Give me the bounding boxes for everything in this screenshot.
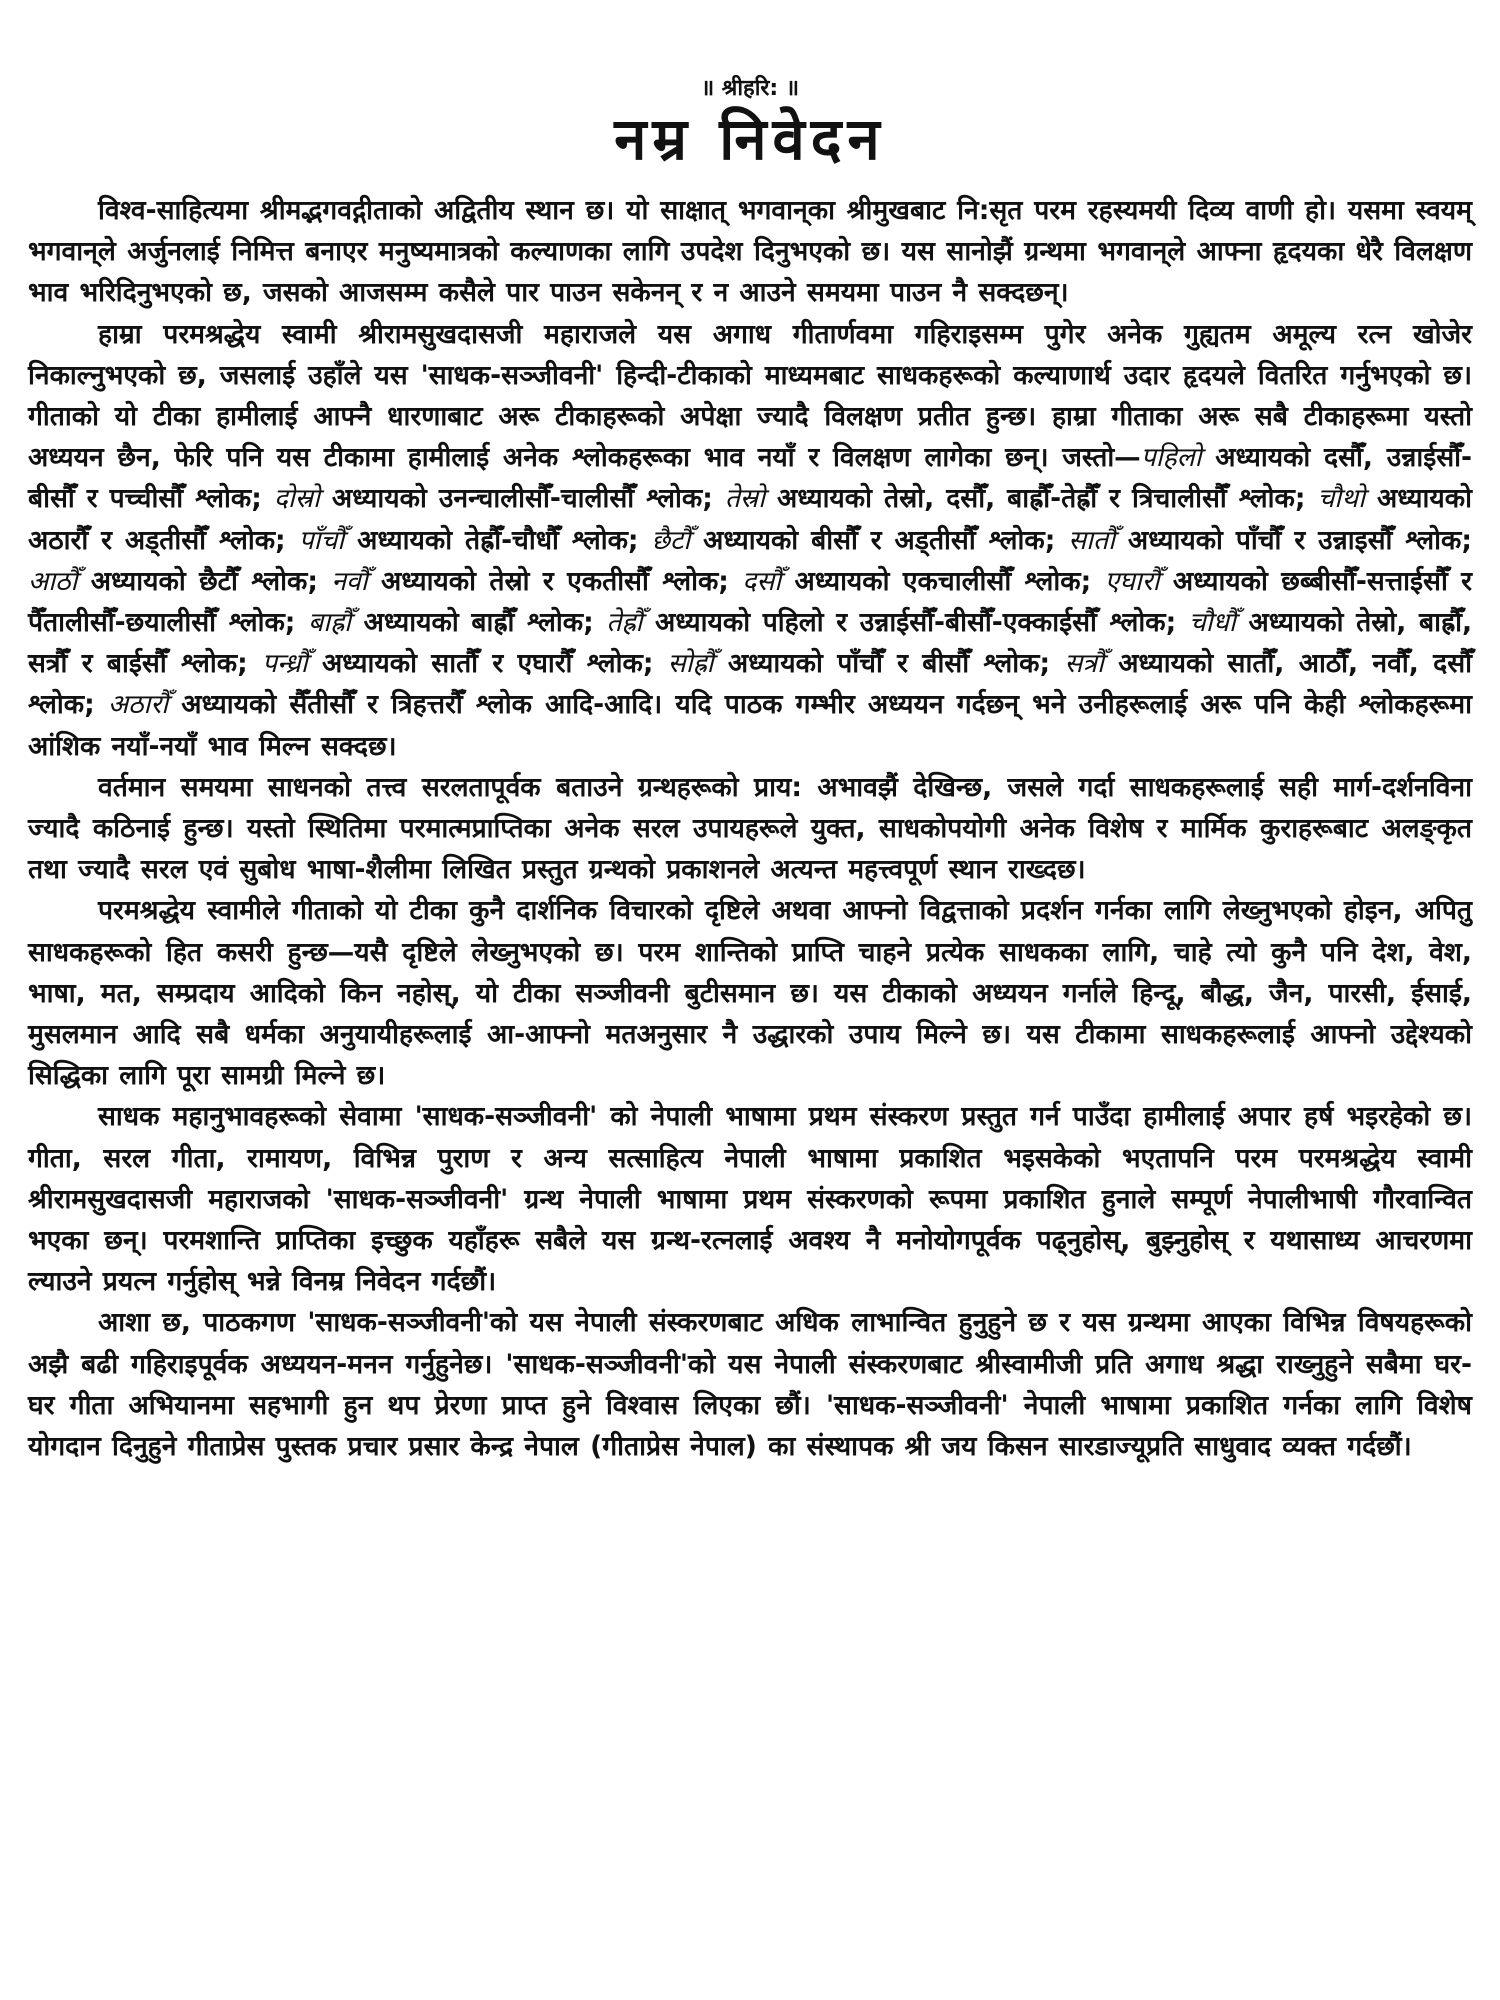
chapter-name: छैटौँ xyxy=(651,524,691,556)
paragraph-3: वर्तमान समयमा साधनको तत्त्व सरलतापूर्वक बताउने ग्रन्थहरूको प्राय: अभावझैं देखिन्छ, जसले गर्दा साधकहरूलाई सही मार्ग-दर्शनविना ज्यादै कठिनाई हुन्छ। यस्तो स्थितिमा परमात्मप्राप्तिका अनेक सरल उपायहरूले युक्त, साधकोपयोगी अनेक विशेष र मार्मिक कुराहरूबाट अलङ्कृत तथा ज्यादै सरल एवं सुबोध भाषा-शैलीमा लिखित प्रस्तुत ग्रन्थको प्रकाशनले अत्यन्त महत्त्वपूर्ण स्थान राख्दछ। xyxy=(28,771,1472,886)
invocation: ॥ श्रीहरि: ॥ xyxy=(700,76,800,101)
chapter-name: एघारौँ xyxy=(1104,565,1160,597)
chapter-verses: अध्यायको छैटौँ श्लोक; xyxy=(77,565,332,597)
chapter-name: तेस्रो xyxy=(724,483,765,515)
chapter-name: सोह्रौँ xyxy=(667,648,714,680)
chapter-verses: अध्यायको पहिलो र उन्नाईसौँ-बीसौँ-एक्काईसौँ श्लोक; xyxy=(642,607,1189,639)
chapter-verses: अध्यायको तेस्रो, बाह्रौँ, सत्रौँ र बाईसौँ श्लोक; xyxy=(28,607,1473,680)
chapter-examples xyxy=(28,442,1472,720)
chapter-verses: अध्यायको अठारौँ र अड्तीसौँ श्लोक; xyxy=(28,483,1473,556)
chapter-name: बाह्रौँ xyxy=(308,607,352,639)
chapter-verses: अध्यायको सातौँ र एघारौँ श्लोक; xyxy=(307,648,668,680)
chapter-name: चौथो xyxy=(1317,483,1365,515)
chapter-verses: अध्यायको बाह्रौँ श्लोक; xyxy=(351,607,607,639)
chapter-verses: अध्यायको दसौँ, उन्नाईसौँ-बीसौँ र पच्चीसौँ श्लोक; xyxy=(28,442,1472,515)
chapter-verses: अध्यायको तेह्रौँ-चौधौँ श्लोक; xyxy=(344,524,652,556)
chapter-name: दसौँ xyxy=(742,565,782,597)
chapter-name: पहिलो xyxy=(1140,442,1202,474)
chapter-name: नवौँ xyxy=(331,565,368,597)
chapter-verses: अध्यायको तेस्रो, दसौँ, बाह्रौँ-तेह्रौँ र त्रिचालीसौँ श्लोक; xyxy=(764,483,1318,515)
paragraph-6: आशा छ, पाठकगण 'साधक-सञ्जीवनी'को यस नेपाली संस्करणबाट अधिक लाभान्वित हुनुहुने छ र यस ग्रन्थमा आएका विभिन्न विषयहरूको अझै बढी गहिराइपूर्वक अध्ययन-मनन गर्नुहुनेछ। 'साधक-सञ्जीवनी'को यस नेपाली संस्करणबाट श्रीस्वामीजी प्रति अगाध श्रद्धा राख्नुहुने सबैमा घर-घर गीता अभियानमा सहभागी हुन थप प्रेरणा प्राप्त हुने विश्वास लिएका छौं। 'साधक-सञ्जीवनी' नेपाली भाषामा प्रकाशित गर्नका लागि विशेष योगदान दिनुहुने गीताप्रेस पुस्तक प्रचार प्रसार केन्द्र नेपाल (गीताप्रेस नेपाल) का संस्थापक श्री जय किसन सारडाज्यूप्रति साधुवाद व्यक्त गर्दछौं। xyxy=(28,1307,1472,1463)
chapter-verses: अध्यायको छब्बीसौँ-सत्ताईसौँ र पैँतालीसौँ-छयालीसौँ श्लोक; xyxy=(28,565,1473,639)
paragraph-2-tail: यदि पाठक गम्भीर अध्ययन गर्दछन् भने उनीहरूलाई अरू पनि केही श्लोकहरूमा आंशिक नयाँ-नयाँ भाव मिल्न सक्दछ। xyxy=(28,689,1472,762)
chapter-name: आठौँ xyxy=(28,565,78,597)
chapter-verses: अध्यायको तेस्रो र एकतीसौँ श्लोक; xyxy=(367,565,743,597)
paragraph-4: परमश्रद्धेय स्वामीले गीताको यो टीका कुनै दार्शनिक विचारको दृष्टिले अथवा आफ्नो विद्वत्ताको प्रदर्शन गर्नका लागि लेख्नुभएको होइन, अपितु साधकहरूको हित कसरी हुन्छ—यसै दृष्टिले लेख्नुभएको छ। परम शान्तिको प्राप्ति चाहने प्रत्येक साधकका लागि, चाहे त्यो कुनै पनि देश, वेश, भाषा, मत, सम्प्रदाय आदिको किन नहोस्, यो टीका सञ्जीवनी बुटीसमान छ। यस टीकाको अध्ययन गर्नाले हिन्दू, बौद्ध, जैन, पारसी, ईसाई, मुसलमान आदि सबै धर्मका अनुयायीहरूलाई आ-आफ्नो मतअनुसार नै उद्धारको उपाय मिल्ने छ। यस टीकामा साधकहरूलाई आफ्नो उद्देश्यको सिद्धिका लागि पूरा सामग्री मिल्ने छ। xyxy=(28,895,1472,1092)
chapter-name: पाँचौँ xyxy=(298,524,345,556)
chapter-verses: अध्यायको सातौँ, आठौँ, नवौँ, दसौँ श्लोक; xyxy=(28,648,1472,721)
paragraph-1: विश्व-साहित्यमा श्रीमद्भगवद्गीताको अद्वितीय स्थान छ। यो साक्षात् भगवान्‌का श्रीमुखबाट नि:सृत परम रहस्यमयी दिव्य वाणी हो। यसमा स्वयम् भगवान्‌ले अर्जुनलाई निमित्त बनाएर मनुष्यमात्रको कल्याणका लागि उपदेश दिनुभएको छ। यस सानोझैं ग्रन्थमा भगवान्‌ले आफ्ना हृदयका धेरै विलक्षण भाव भरिदिनुभएको छ, जसको आजसम्म कसैले पार पाउन सकेनन् र न आउने समयमा पाउन नै सक्दछन्। xyxy=(28,195,1472,309)
chapter-name: सातौँ xyxy=(1068,524,1115,556)
paragraph-5: साधक महानुभावहरूको सेवामा 'साधक-सञ्जीवनी' को नेपाली भाषामा प्रथम संस्करण प्रस्तुत गर्न पाउँदा हामीलाई अपार हर्ष भइरहेको छ। गीता, सरल गीता, रामायण, विभिन्न पुराण र अन्य सत्साहित्य नेपाली भाषामा प्रकाशित भइसकेको भएतापनि परम परमश्रद्धेय स्वामी श्रीरामसुखदासजी महाराजको 'साधक-सञ्जीवनी' ग्रन्थ नेपाली भाषामा प्रथम संस्करणको रूपमा प्रकाशित हुनाले सम्पूर्ण नेपालीभाषी गौरवान्वित भएका छन्। परमशान्ति प्राप्तिका इच्छुक यहाँहरू सबैले यस ग्रन्थ-रत्नलाई अवश्य नै मनोयोगपूर्वक पढ्नुहोस्, बुझ्नुहोस् र यथासाध्य आचरणमा ल्याउने प्रयत्न गर्नुहोस् भन्ने विनम्र निवेदन गर्दछौं। xyxy=(28,1101,1472,1298)
chapter-verses: अध्यायको पाँचौँ र बीसौँ श्लोक; xyxy=(713,648,1065,680)
chapter-name: पन्ध्रौँ xyxy=(262,648,308,680)
chapter-verses: अध्यायको बीसौँ र अड्तीसौँ श्लोक; xyxy=(690,524,1069,556)
chapter-name: अठारौँ xyxy=(107,689,169,721)
chapter-verses: अध्यायको उनन्चालीसौँ-चालीसौँ श्लोक; xyxy=(319,483,725,515)
chapter-name: चौधौँ xyxy=(1188,607,1236,639)
paragraph-2 xyxy=(28,314,1472,767)
chapter-verses: अध्यायको सैँतीसौँ र त्रिहत्तरौँ श्लोक आदि-आदि। xyxy=(168,689,676,721)
page-title: नम्र निवेदन xyxy=(614,105,886,173)
paragraph-2-intro: हाम्रा परमश्रद्धेय स्वामी श्रीरामसुखदासजी महाराजले यस अगाध गीतार्णवमा गहिराइसम्म पुगेर अनेक गुह्यतम अमूल्य रत्न खोजेर निकाल्नुभएको छ, जसलाई उहाँले यस 'साधक-सञ्जीवनी' हिन्दी-टीकाको माध्यमबाट साधकहरूको कल्याणार्थ उदार हृदयले वितरित गर्नुभएको छ। गीताको यो टीका हामीलाई आफ्नै धारणाबाट अरू टीकाहरूको अपेक्षा ज्यादै विलक्षण प्रतीत हुन्छ। हाम्रा गीताका अरू सबै टीकाहरूमा यस्तो अध्ययन छैन, फेरि पनि यस टीकामा हामीलाई अनेक श्लोकहरूका भाव नयाँ र विलक्षण लागेका छन्। जस्तो— xyxy=(28,318,1472,474)
chapter-verses: अध्यायको पाँचौँ र उन्नाइसौँ श्लोक; xyxy=(1114,524,1472,556)
chapter-name: सत्रौँ xyxy=(1064,648,1104,680)
chapter-name: दोस्रो xyxy=(273,483,320,515)
chapter-verses: अध्यायको एकचालीसौँ श्लोक; xyxy=(781,565,1105,597)
chapter-name: तेह्रौँ xyxy=(606,607,643,639)
